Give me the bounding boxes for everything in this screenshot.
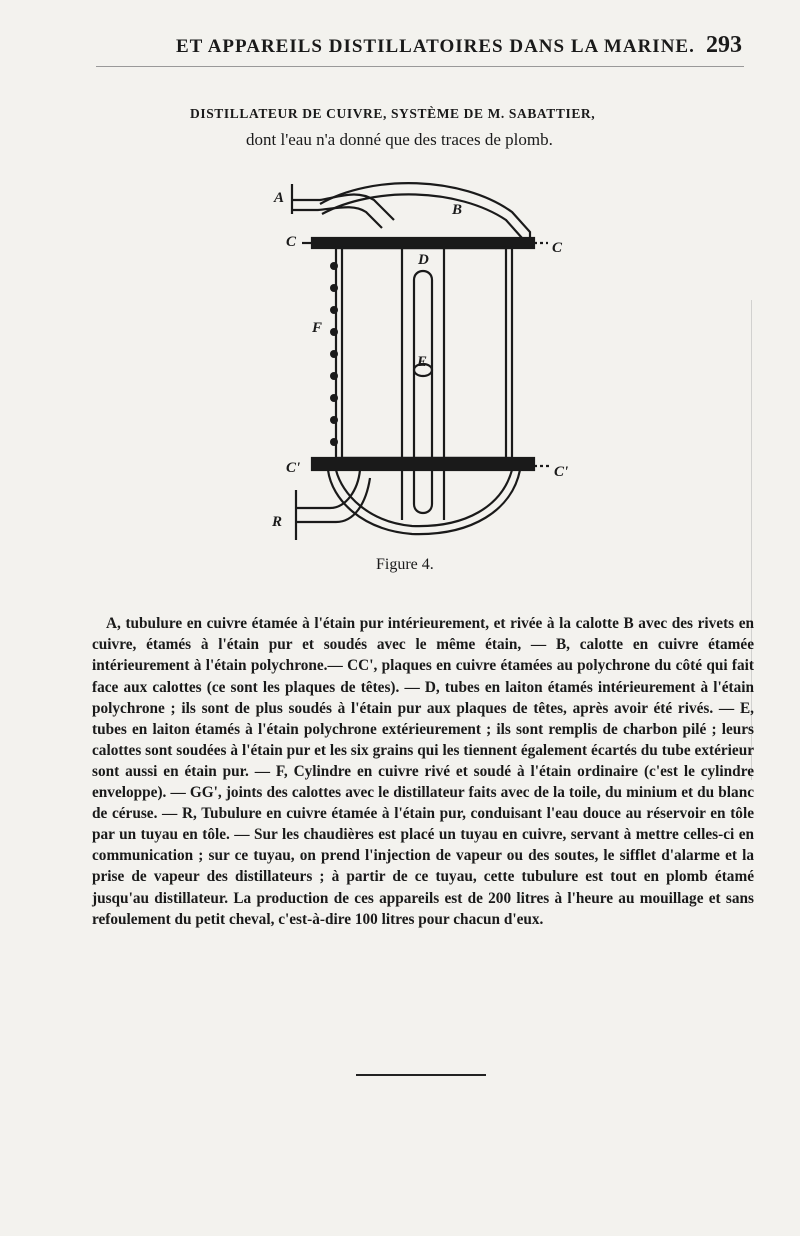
running-title: ET APPAREILS DISTILLATOIRES DANS LA MARINE. (176, 36, 695, 57)
page-header (0, 32, 800, 66)
figure-title: DISTILLATEUR DE CUIVRE, SYSTÈME DE M. SABATTIER, (190, 106, 596, 121)
tube-e (414, 271, 432, 513)
label-c-prime-left: C' (286, 460, 301, 476)
label-c-right: C (552, 240, 563, 256)
label-c-prime-right: C' (554, 464, 569, 480)
header-rule (96, 66, 744, 67)
label-e: E (417, 354, 428, 370)
legend-paragraph: A, tubulure en cuivre étamée à l'étain pur intérieurement, et rivée à la calotte B avec des rivets en cuivre, étamés à l'étain pur et soudés avec le même étain, — B, calotte en cuivre étamée intérieurement à l'étain polychrone.— CC', plaques en cuivre étamées au polychrone du côté qui fait face aux calottes (ce sont les plaques de têtes). — D, tubes en laiton étamés intérieurement à l'étain polychrone ; ils sont de plus soudés à l'étain pur aux plaques de têtes, après avoir été rivés. — E, tubes en laiton étamés à l'étain polychrone extérieurement ; ils sont remplis de charbon pilé ; leurs calottes sont soudées à l'étain pur et les six grains qui les tiennent également écartés du tube extérieur sont aussi en étain pur. — F, Cylindre en cuivre rivé et soudé à l'étain ordinaire (c'est le cylindre enveloppe). — GG', joints des calottes avec le distillateur faits avec de la toile, du minium et du blanc de céruse. — R, Tubulure en cuivre étamée à l'étain pur, conduisant l'eau douce au réservoir en tôle par un tuyau en tôle. — Sur les chaudières est placé un tuyau en cuivre, servant à mettre celles-ci en communication ; sur ce tuyau, on prend l'injection de vapeur ou des soutes, le sifflet d'alarme et la prise de vapeur des distillateurs ; à partir de ce tuyau, cette tubulure est tout en plomb étamé jusqu'au distillateur. La production de ces appareils est de 200 litres à l'heure au mouillage et sans refoulement du petit cheval, c'est-à-dire 100 litres pour chacun d'eux. (92, 615, 754, 928)
plate-c (312, 238, 534, 248)
label-r: R (272, 514, 283, 530)
end-rule (356, 1074, 486, 1076)
rivets (330, 262, 338, 446)
label-c-left: C (286, 234, 297, 250)
page-number: 293 (706, 32, 742, 58)
tube-d (402, 238, 444, 520)
figure-caption: Figure 4. (376, 556, 434, 573)
label-b: B (452, 202, 463, 218)
cylinder-f (336, 248, 512, 458)
distiller-diagram (262, 160, 582, 550)
plate-c-prime (312, 458, 534, 470)
figure-subtitle: dont l'eau n'a donné que des traces de plomb. (246, 130, 553, 149)
label-a: A (274, 190, 285, 206)
label-f: F (312, 320, 323, 336)
calotte-b (320, 183, 530, 240)
label-d: D (418, 252, 429, 268)
